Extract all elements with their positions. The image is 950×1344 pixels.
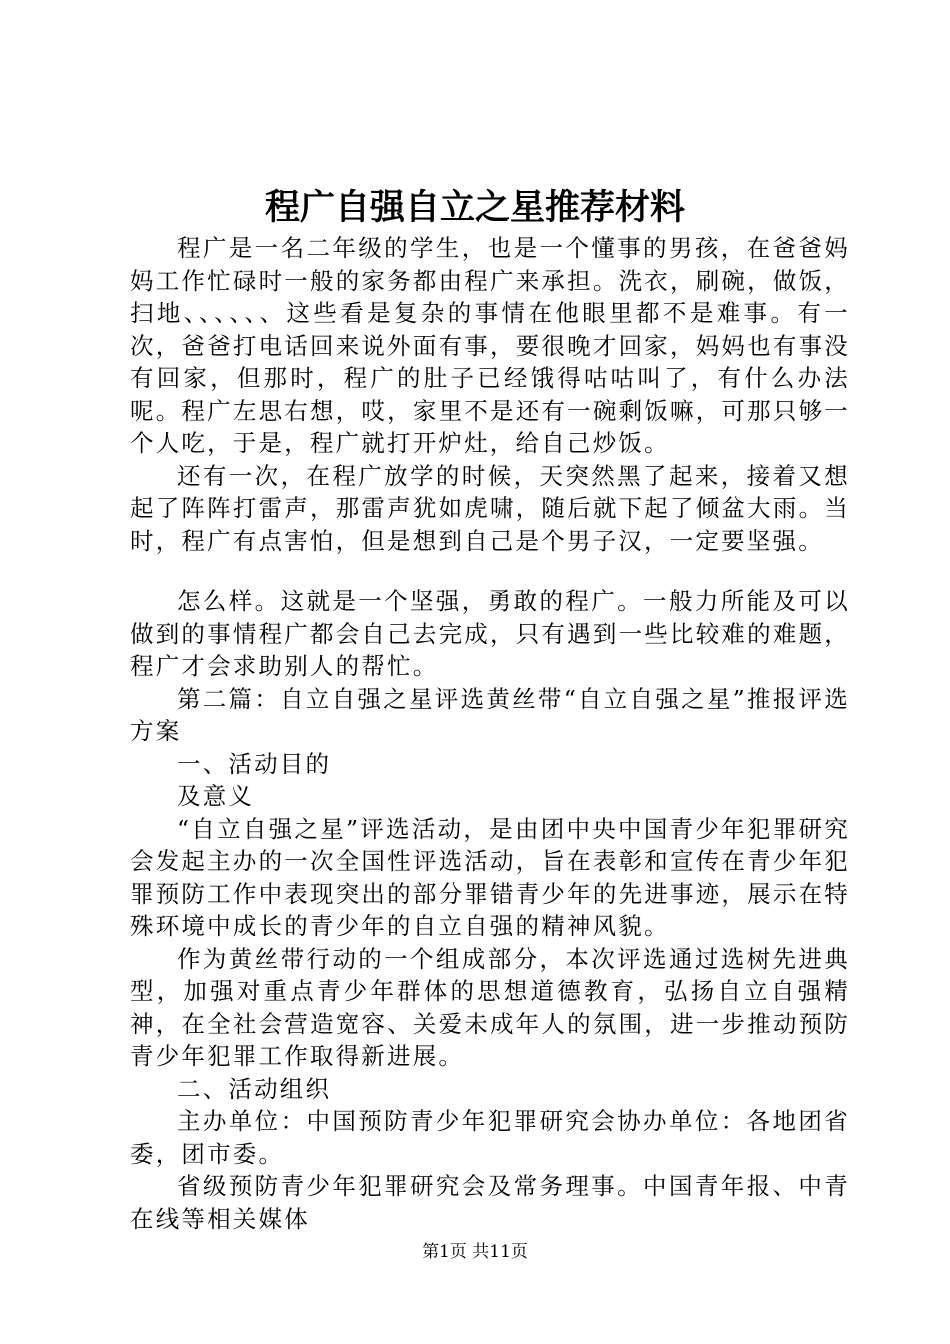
paragraph: 主办单位：中国预防青少年犯罪研究会协办单位：各地团省委，团市委。	[130, 1107, 850, 1168]
subsection-heading: 及意义	[177, 782, 255, 810]
document-body	[130, 232, 850, 1235]
subsection-heading: 一、活动目的	[177, 749, 332, 778]
paragraph: “自立自强之星”评选活动，是由团中央中国青少年犯罪研究会发起主办的一次全国性评选活动，旨在表彰和宣传在青少年犯罪预防工作中表现突出的部分罪错青少年的先进事迹，展示在特殊环境中成长的青少年的自立自强的精神风貌。	[130, 814, 850, 940]
section-heading: 第二篇：自立自强之星评选黄丝带“自立自强之星”推报评选方案	[130, 684, 850, 745]
page-number-footer: 第1页 共11页	[422, 1242, 528, 1262]
paragraph: 作为黄丝带行动的一个组成部分，本次评选通过选树先进典型，加强对重点青少年群体的思想道德教育，弘扬自立自强精神，在全社会营造宽容、关爱未成年人的氛围，进一步推动预防青少年犯罪工作取得新进展。	[130, 944, 850, 1070]
paragraph-spacer	[130, 557, 850, 585]
paragraph: 程广是一名二年级的学生，也是一个懂事的男孩，在爸爸妈妈工作忙碌时一般的家务都由程广来承担。洗衣，刷碗，做饭，扫地、、、、、、这些看是复杂的事情在他眼里都不是难事。有一次，爸爸打电话回来说外面有事，要很晚才回家，妈妈也有事没有回家，但那时，程广的肚子已经饿得咕咕叫了，有什么办法呢。程广左思右想，哎，家里不是还有一碗剩饭嘛，可那只够一个人吃，于是，程广就打开炉灶，给自己炒饭。	[130, 234, 850, 457]
paragraph: 省级预防青少年犯罪研究会及常务理事。中国青年报、中青在线等相关媒体	[130, 1172, 850, 1233]
subsection-heading: 二、活动组织	[177, 1074, 332, 1103]
paragraph: 怎么样。这就是一个坚强，勇敢的程广。一般力所能及可以做到的事情程广都会自己去完成，只有遇到一些比较难的难题，程广才会求助别人的帮忙。	[130, 587, 850, 680]
document-title: 程广自强自立之星推荐材料	[264, 187, 685, 228]
paragraph: 还有一次，在程广放学的时候，天突然黑了起来，接着又想起了阵阵打雷声，那雷声犹如虎啸，随后就下起了倾盆大雨。当时，程广有点害怕，但是想到自己是个男子汉，一定要坚强。	[130, 461, 850, 555]
